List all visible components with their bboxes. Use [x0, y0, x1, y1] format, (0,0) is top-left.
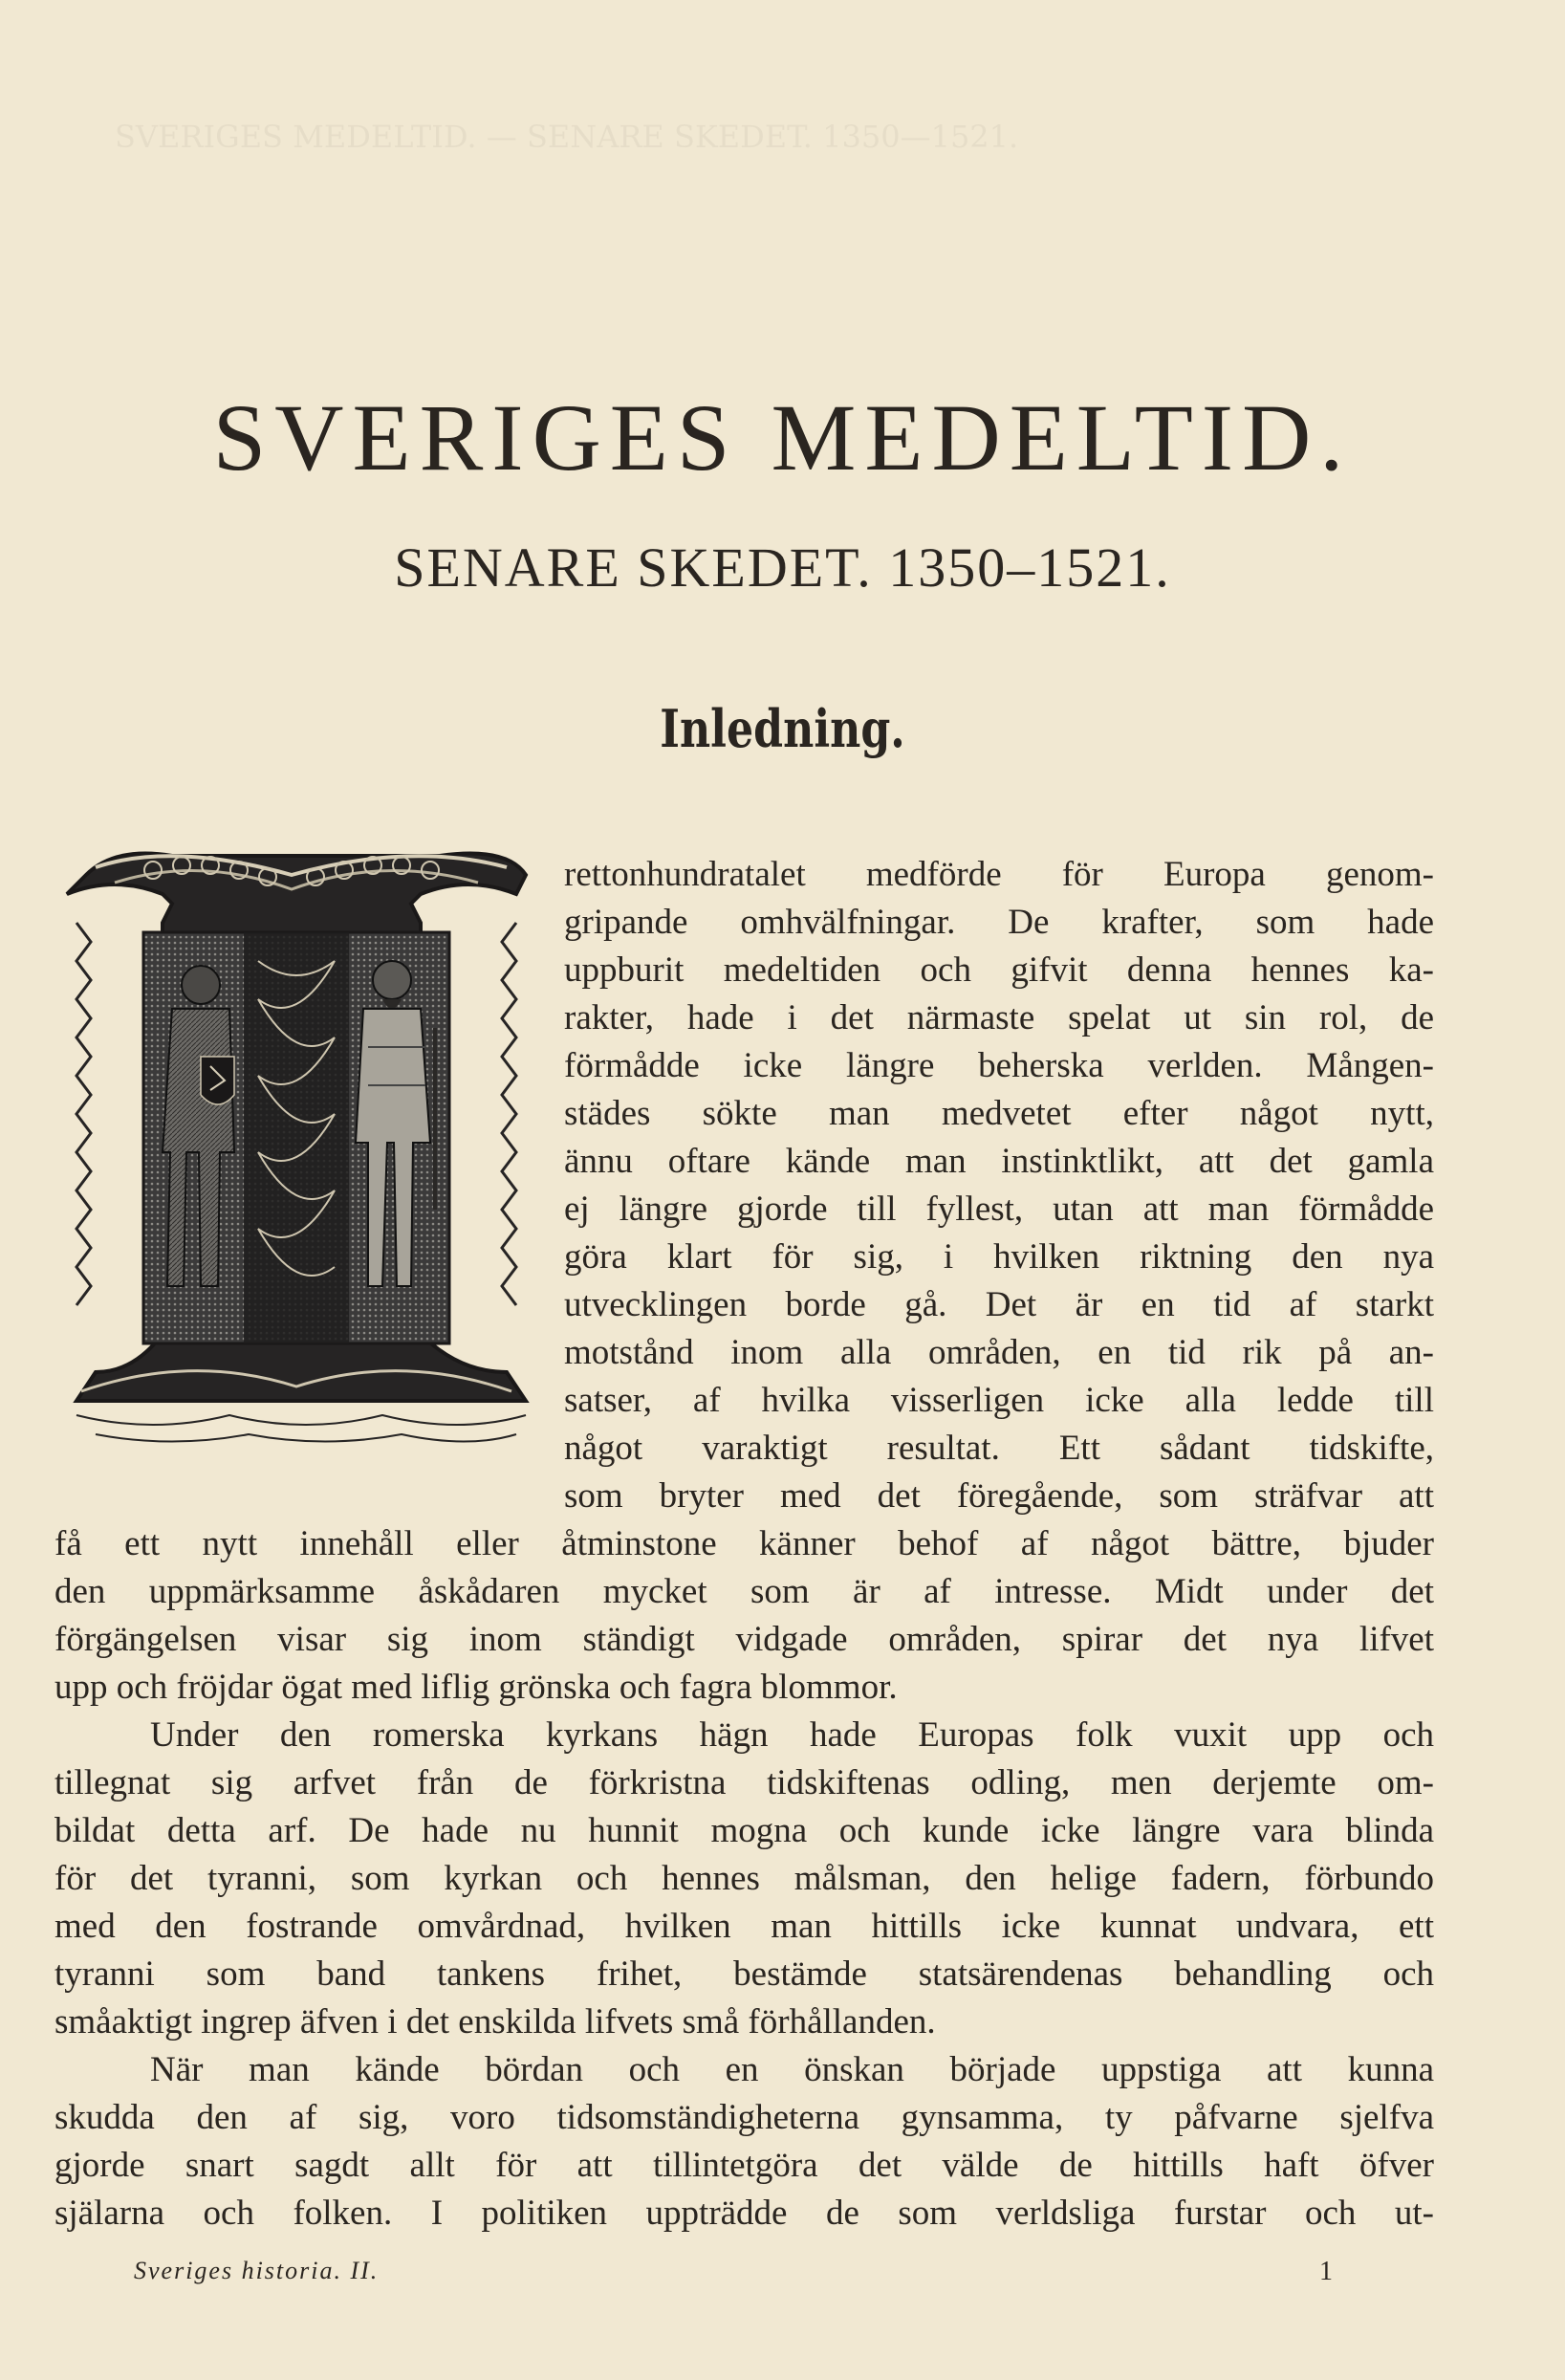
footer-signature: Sveriges historia. II.	[134, 2257, 380, 2284]
body-line: få ett nytt innehåll eller åtminstone känner behof af något bättre, bjuder	[54, 1524, 1434, 1563]
body-line: gjorde snart sagdt allt för att tillintetgöra det välde de hittills haft öfver	[54, 2146, 1434, 2185]
page-title: SVERIGES MEDELTID.	[212, 384, 1353, 491]
body-line: skudda den af sig, voro tidsomständigheterna gynsamma, ty påfvarne sjelfva	[54, 2098, 1434, 2137]
body-line: tillegnat sig arfvet från de förkristna tidskiftenas odling, men derjemte om-	[54, 1763, 1434, 1802]
body-line: gripande omhvälfningar. De krafter, som hade	[564, 903, 1434, 942]
body-line: städes sökte man medvetet efter något nytt,	[564, 1094, 1434, 1133]
body-line: utvecklingen borde gå. Det är en tid af starkt	[564, 1285, 1434, 1324]
body-line: förmådde icke längre beherska verlden. Mången-	[564, 1046, 1434, 1085]
body-line: ännu oftare kände man instinktlikt, att det gamla	[564, 1142, 1434, 1181]
body-line: förgängelsen visar sig inom ständigt vidgade områden, spirar det nya lifvet	[54, 1620, 1434, 1659]
body-line: för det tyranni, som kyrkan och hennes målsman, den helige fadern, förbundo	[54, 1859, 1434, 1898]
body-line: något varaktigt resultat. Ett sådant tidskifte,	[564, 1429, 1434, 1468]
body-line: bildat detta arf. De hade nu hunnit mogna och kunde icke längre vara blinda	[54, 1811, 1434, 1850]
decorated-initial-illustration	[57, 837, 535, 1468]
body-line: tyranni som band tankens frihet, bestämde statsärendenas behandling och	[54, 1954, 1434, 1994]
body-line: rakter, hade i det närmaste spelat ut sin rol, de	[564, 998, 1434, 1037]
body-line: Under den romerska kyrkans hägn hade Europas folk vuxit upp och	[150, 1715, 1434, 1755]
body-line: satser, af hvilka visserligen icke alla ledde till	[564, 1381, 1434, 1420]
body-line: rettonhundratalet medförde för Europa genom-	[564, 855, 1434, 894]
body-line: upp och fröjdar ögat med liflig grönska och fagra blommor.	[54, 1668, 898, 1707]
body-line: göra klart för sig, i hvilken riktning den nya	[564, 1237, 1434, 1277]
body-line: som bryter med det föregående, som sträfvar att	[564, 1476, 1434, 1516]
body-line: uppburit medeltiden och gifvit denna hennes ka-	[564, 950, 1434, 990]
footer-sheet-number: 1	[1319, 2257, 1333, 2286]
body-line: med den fostrande omvårdnad, hvilken man hittills icke kunnat undvara, ett	[54, 1907, 1434, 1946]
bleed-through-text: SVERIGES MEDELTID. — SENARE SKEDET. 1350—1521.	[115, 119, 1019, 155]
body-line: När man kände bördan och en önskan började uppstiga att kunna	[150, 2050, 1434, 2089]
page-subtitle: SENARE SKEDET. 1350–1521.	[394, 536, 1171, 599]
section-heading: Inledning.	[660, 698, 905, 759]
body-line: ej längre gjorde till fyllest, utan att man förmådde	[564, 1190, 1434, 1229]
body-line: motstånd inom alla områden, en tid rik på an-	[564, 1333, 1434, 1372]
body-line: den uppmärksamme åskådaren mycket som är af intresse. Midt under det	[54, 1572, 1434, 1611]
body-line: själarna och folken. I politiken uppträdde de som verldsliga furstar och ut-	[54, 2194, 1434, 2233]
body-line: småaktigt ingrep äfven i det enskilda lifvets små förhållanden.	[54, 2002, 936, 2042]
